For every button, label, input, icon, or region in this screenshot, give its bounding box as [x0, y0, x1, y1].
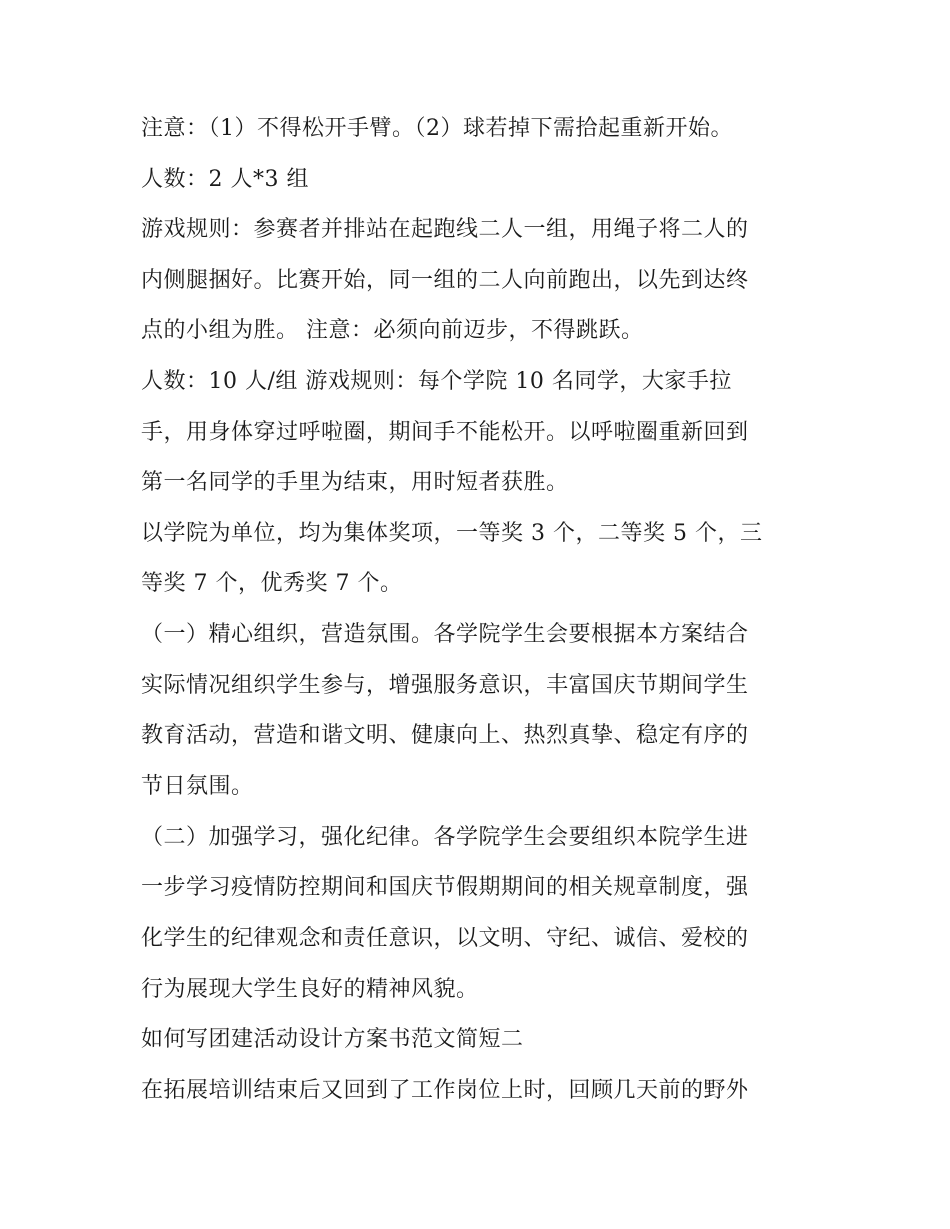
text-line: 一步学习疫情防控期间和国庆节假期期间的相关规章制度，强 — [141, 875, 749, 900]
text-line: 内侧腿捆好。比赛开始，同一组的二人向前跑出，以先到达终 — [141, 268, 749, 293]
text-line: 点的小组为胜。 注意：必须向前迈步，不得跳跃。 — [141, 318, 644, 343]
text-line: 第一名同学的手里为结束，用时短者获胜。 — [141, 470, 569, 495]
text-line: （一）精心组织，营造氛围。各学院学生会要根据本方案结合 — [141, 622, 749, 647]
text-line: 手，用身体穿过呼啦圈，期间手不能松开。以呼啦圈重新回到 — [141, 420, 749, 445]
text-line: 教育活动，营造和谐文明、健康向上、热烈真挚、稳定有序的 — [141, 723, 749, 748]
section-heading: 如何写团建活动设计方案书范文简短二 — [141, 1027, 524, 1052]
text-line: 节日氛围。 — [141, 774, 254, 799]
text-line: 行为展现大学生良好的精神风貌。 — [141, 977, 479, 1002]
text-line: 游戏规则：参赛者并排站在起跑线二人一组，用绳子将二人的 — [141, 217, 749, 242]
text-line: 人数：2 人*3 组 — [141, 167, 309, 192]
text-line: 以学院为单位，均为集体奖项，一等奖 3 个，二等奖 5 个，三 — [141, 521, 763, 546]
text-line: 注意：（1）不得松开手臂。（2）球若掉下需拾起重新开始。 — [141, 116, 733, 141]
text-line: 人数：10 人/组 游戏规则：每个学院 10 名同学，大家手拉 — [141, 369, 732, 394]
text-line: （二）加强学习，强化纪律。各学院学生会要组织本院学生进 — [141, 825, 749, 850]
text-line: 化学生的纪律观念和责任意识，以文明、守纪、诚信、爱校的 — [141, 926, 749, 951]
text-line: 等奖 7 个，优秀奖 7 个。 — [141, 571, 403, 596]
text-line: 实际情况组织学生参与，增强服务意识，丰富国庆节期间学生 — [141, 673, 749, 698]
text-line: 在拓展培训结束后又回到了工作岗位上时，回顾几天前的野外 — [141, 1078, 749, 1103]
